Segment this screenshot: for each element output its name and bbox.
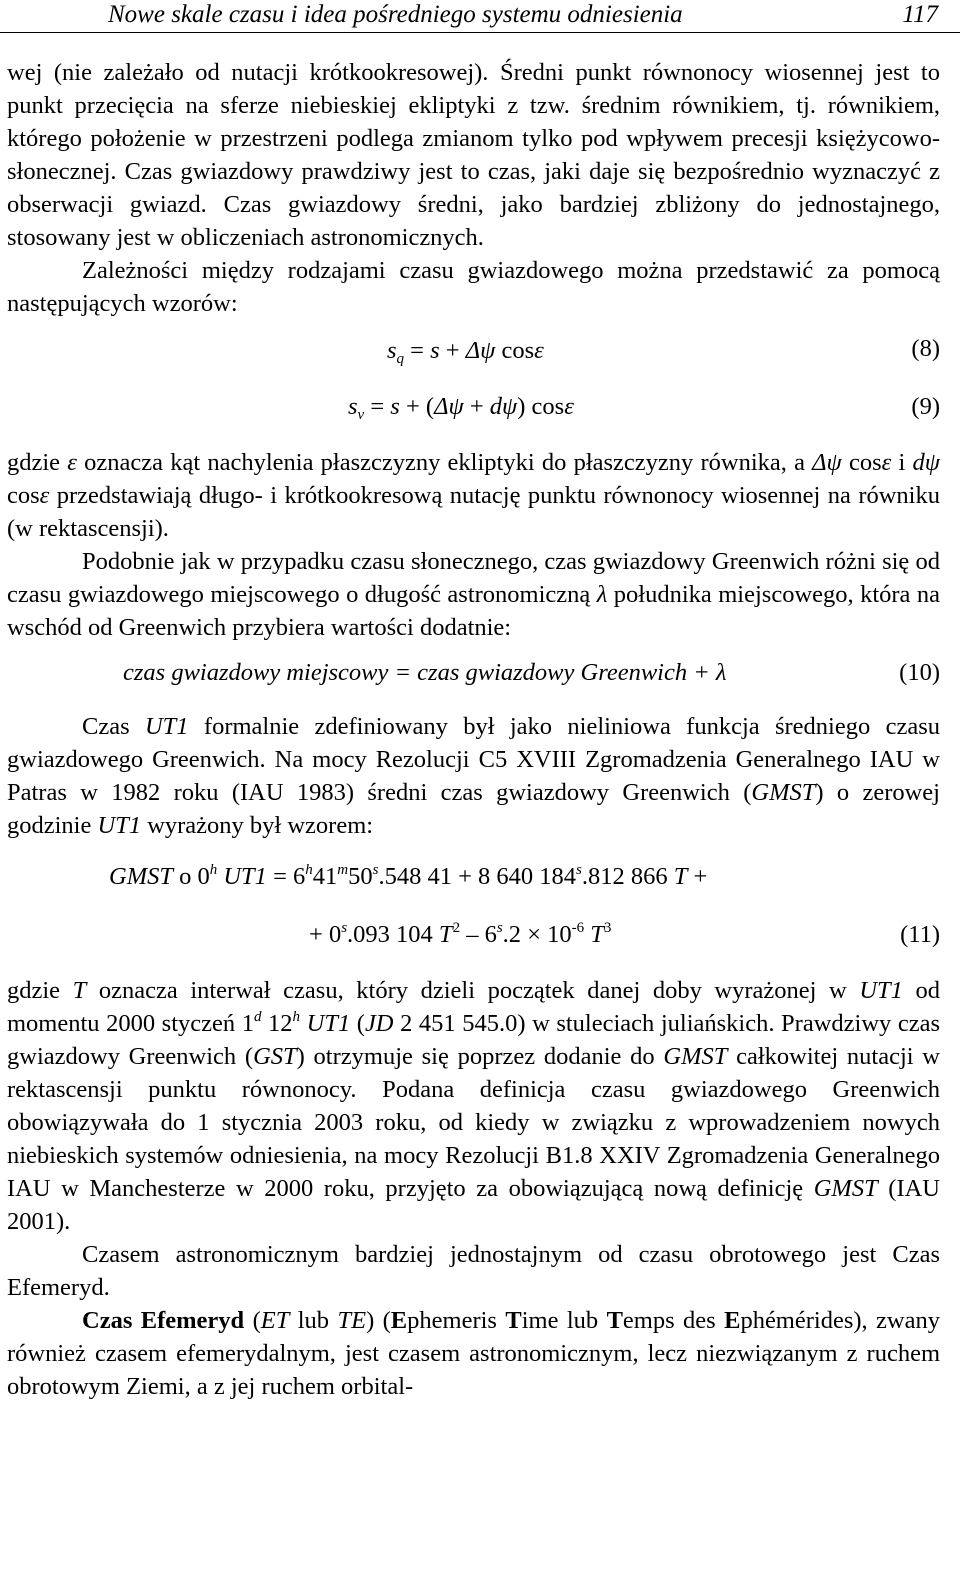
eq-sign: = — [364, 393, 391, 420]
text: o 0 — [172, 863, 210, 890]
gmst: GMST — [109, 863, 173, 890]
text: (IAU 2001). — [7, 1175, 940, 1235]
equation-10-number: (10) — [899, 659, 940, 686]
running-title: Nowe skale czasu i idea pośredniego systemu odniesienia — [108, 1, 683, 28]
gmst: GMST — [663, 1043, 728, 1070]
text: ( — [244, 1307, 261, 1334]
var-s: s — [430, 337, 440, 364]
text: + 0 — [309, 921, 342, 948]
gst: GST — [253, 1043, 297, 1070]
text: phémérides), zwany również czasem efemerydalnym, jest czasem astronomicznym, lecz niezwiązanym z ruchem obrotowym Ziemi, a z jej ruchem orbital- — [7, 1307, 940, 1400]
text: ) o zerowej godzinie — [7, 779, 940, 839]
et: ET — [260, 1307, 290, 1334]
term-czas-efemeryd: Czas Efemeryd — [82, 1307, 245, 1334]
sup-s: s — [576, 862, 582, 878]
equation-9-formula — [348, 390, 574, 423]
equation-9-number: (9) — [911, 393, 940, 420]
plus-sign: + — [439, 337, 466, 364]
delta-psi: Δψ — [465, 337, 496, 364]
equation-10 — [7, 656, 940, 708]
cos: cos — [525, 393, 565, 420]
paragraph-6 — [7, 974, 940, 1238]
text: 12 — [261, 1010, 293, 1037]
psi: ψ — [924, 449, 940, 476]
text: Podobnie jak w przypadku czasu słonecznego, czas gwiazdowy Greenwich różni się od czasu gwiazdowego miejscowego o długość astronomiczną — [7, 548, 940, 608]
sup-h: h — [305, 862, 313, 878]
equation-8-formula — [387, 334, 544, 367]
text: ) ( — [366, 1307, 391, 1334]
ut1: UT1 — [97, 812, 142, 839]
text: 2 451 545.0) w stuleciach juliańskich. Prawdziwy czas gwiazdowy Greenwich ( — [7, 1010, 941, 1070]
te: TE — [337, 1307, 367, 1334]
text: emps des — [622, 1307, 725, 1334]
delta-psi: Δψ — [812, 449, 842, 476]
sup-3: 3 — [603, 920, 612, 936]
text: gdzie — [7, 977, 73, 1004]
text: .093 104 — [347, 921, 439, 948]
delta-psi: Δψ — [434, 393, 464, 420]
jd: JD — [364, 1010, 394, 1037]
text: .812 866 — [581, 863, 674, 890]
text: phemeris — [407, 1307, 506, 1334]
bold-t: T — [505, 1307, 522, 1334]
left-paren: ( — [425, 393, 435, 420]
paragraph-2: Zależności między rodzajami czasu gwiazdowego można przedstawić za pomocą następujących wzorów: — [7, 257, 940, 317]
var-t: T — [590, 921, 604, 948]
text: przedstawiają długo- i krótkookresową nutację punktu równonocy wiosennej na równiku (w rektascensji). — [7, 482, 940, 542]
text: lub — [289, 1307, 338, 1334]
text: od momentu 2000 styczeń 1 — [7, 977, 940, 1037]
var-d: d — [489, 393, 503, 420]
cos: cos — [7, 482, 40, 509]
ut1: UT1 — [223, 863, 267, 890]
text: Czas — [82, 713, 145, 740]
text: i — [891, 449, 913, 476]
paragraph-4 — [7, 545, 940, 644]
cos: cos — [841, 449, 882, 476]
equation-9 — [7, 390, 940, 442]
plus-sign: + — [463, 393, 490, 420]
text: ( — [350, 1010, 365, 1037]
epsilon: ε — [534, 337, 544, 364]
psi: ψ — [502, 393, 518, 420]
text: .2 × 10 — [502, 921, 572, 948]
epsilon: ε — [67, 449, 77, 476]
text: 50 — [348, 863, 373, 890]
text: – 6 — [460, 921, 497, 948]
bold-e: E — [724, 1307, 741, 1334]
equation-8-number: (8) — [911, 335, 940, 362]
text: = 6 — [266, 863, 306, 890]
text: .548 41 + 8 640 184 — [378, 863, 577, 890]
text: + — [687, 863, 708, 890]
sup-s: s — [372, 862, 379, 878]
sup-s: s — [496, 920, 503, 936]
bold-t: T — [606, 1307, 623, 1334]
ut1: UT1 — [859, 977, 903, 1004]
equation-10-formula: czas gwiazdowy miejscowy = czas gwiazdowy Greenwich + λ — [123, 659, 727, 686]
var-t: T — [72, 977, 87, 1004]
text: południka miejscowego, która na wschód od Greenwich przybiera wartości dodatnie: — [7, 581, 940, 641]
equation-11-line-1 — [7, 860, 940, 914]
var-t: T — [673, 863, 688, 890]
sup-s: s — [341, 920, 348, 936]
running-header — [0, 0, 960, 33]
sup-2: 2 — [452, 920, 461, 936]
sup-m: m — [337, 862, 349, 878]
text: wyrażony był wzorem: — [141, 812, 374, 839]
cos: cos — [495, 337, 535, 364]
epsilon: ε — [881, 449, 892, 476]
var-t: T — [438, 921, 453, 948]
text: formalnie zdefiniowany był jako nieliniowa funkcja średniego czasu gwiazdowego Greenwich. Na mocy Rezolucji C5 XVIII Zgromadzenia Generalnego IAU w Patras w 1982 roku (IAU 1983) średni czas gwiazdowy Greenwich ( — [7, 713, 940, 806]
equation-8 — [7, 332, 940, 384]
right-paren: ) — [517, 393, 526, 420]
page-number: 117 — [902, 1, 938, 28]
text: 41 — [312, 863, 338, 890]
bold-e: E — [390, 1307, 408, 1334]
epsilon: ε — [564, 393, 574, 420]
text: ime lub — [521, 1307, 607, 1334]
sub-v: v — [357, 407, 365, 423]
paragraph-3 — [7, 446, 940, 545]
text: oznacza kąt nachylenia płaszczyzny ekliptyki do płaszczyzny równika, a — [76, 449, 813, 476]
equation-11-formula-line-2 — [309, 918, 611, 951]
lambda: λ — [596, 581, 608, 608]
body-text — [7, 56, 940, 1403]
var-d: d — [912, 449, 925, 476]
epsilon: ε — [39, 482, 50, 509]
equation-11-formula-line-1 — [109, 860, 707, 893]
eq-sign: = — [404, 337, 431, 364]
ut1: UT1 — [144, 713, 189, 740]
gmst: GMST — [813, 1175, 878, 1202]
text: gdzie — [7, 449, 68, 476]
sup-h: h — [209, 862, 218, 878]
sup-minus-6: -6 — [571, 920, 585, 936]
paragraph-5 — [7, 710, 940, 842]
equation-11-number: (11) — [900, 921, 940, 948]
var-s: s — [348, 393, 358, 420]
paragraph-1: wej (nie zależało od nutacji krótkookresowej). Średni punkt równonocy wiosennej jest to punkt przecięcia na sferze niebieskiej ekliptyki z tzw. średnim równikiem, tj. równikiem, którego położenie w przestrzeni podlega zmianom tylko pod wpływem precesji księżycowo-słonecznej. Czas gwiazdowy prawdziwy jest to czas, jaki daje się bezpośrednio wyznaczyć z obserwacji gwiazd. Czas gwiazdowy średni, jako bardziej zbliżony do jednostajnego, stosowany jest w obliczeniach astronomicznych. — [7, 59, 940, 251]
sup-d: d — [253, 1009, 262, 1025]
sup-h: h — [292, 1009, 301, 1025]
sub-q: q — [396, 351, 405, 367]
gmst: GMST — [751, 779, 816, 806]
paragraph-7: Czasem astronomicznym bardziej jednostajnym od czasu obrotowego jest Czas Efemeryd. — [7, 1241, 940, 1301]
ut1: UT1 — [306, 1010, 351, 1037]
paragraph-8 — [7, 1304, 940, 1403]
equation-11-line-2 — [7, 918, 940, 974]
var-s: s — [387, 337, 397, 364]
text: ) otrzymuje się poprzez dodanie do — [296, 1043, 664, 1070]
var-s: s — [390, 393, 400, 420]
text: całkowitej nutacji w rektascensji punktu równonocy. Podana definicja czasu gwiazdowego Greenwich obowiązywała do 1 stycznia 2003 roku, od kiedy w związku z wprowadzeniem nowych niebieskich systemów odniesienia, na mocy Rezolucji B1.8 XXIV Zgromadzenia Generalnego IAU w Manchesterze w 2000 roku, przyjęto za obowiązującą nową definicję — [7, 1043, 941, 1202]
text: oznacza interwał czasu, który dzieli początek danej doby wyrażonej w — [86, 977, 860, 1004]
plus-sign: + — [399, 393, 426, 420]
